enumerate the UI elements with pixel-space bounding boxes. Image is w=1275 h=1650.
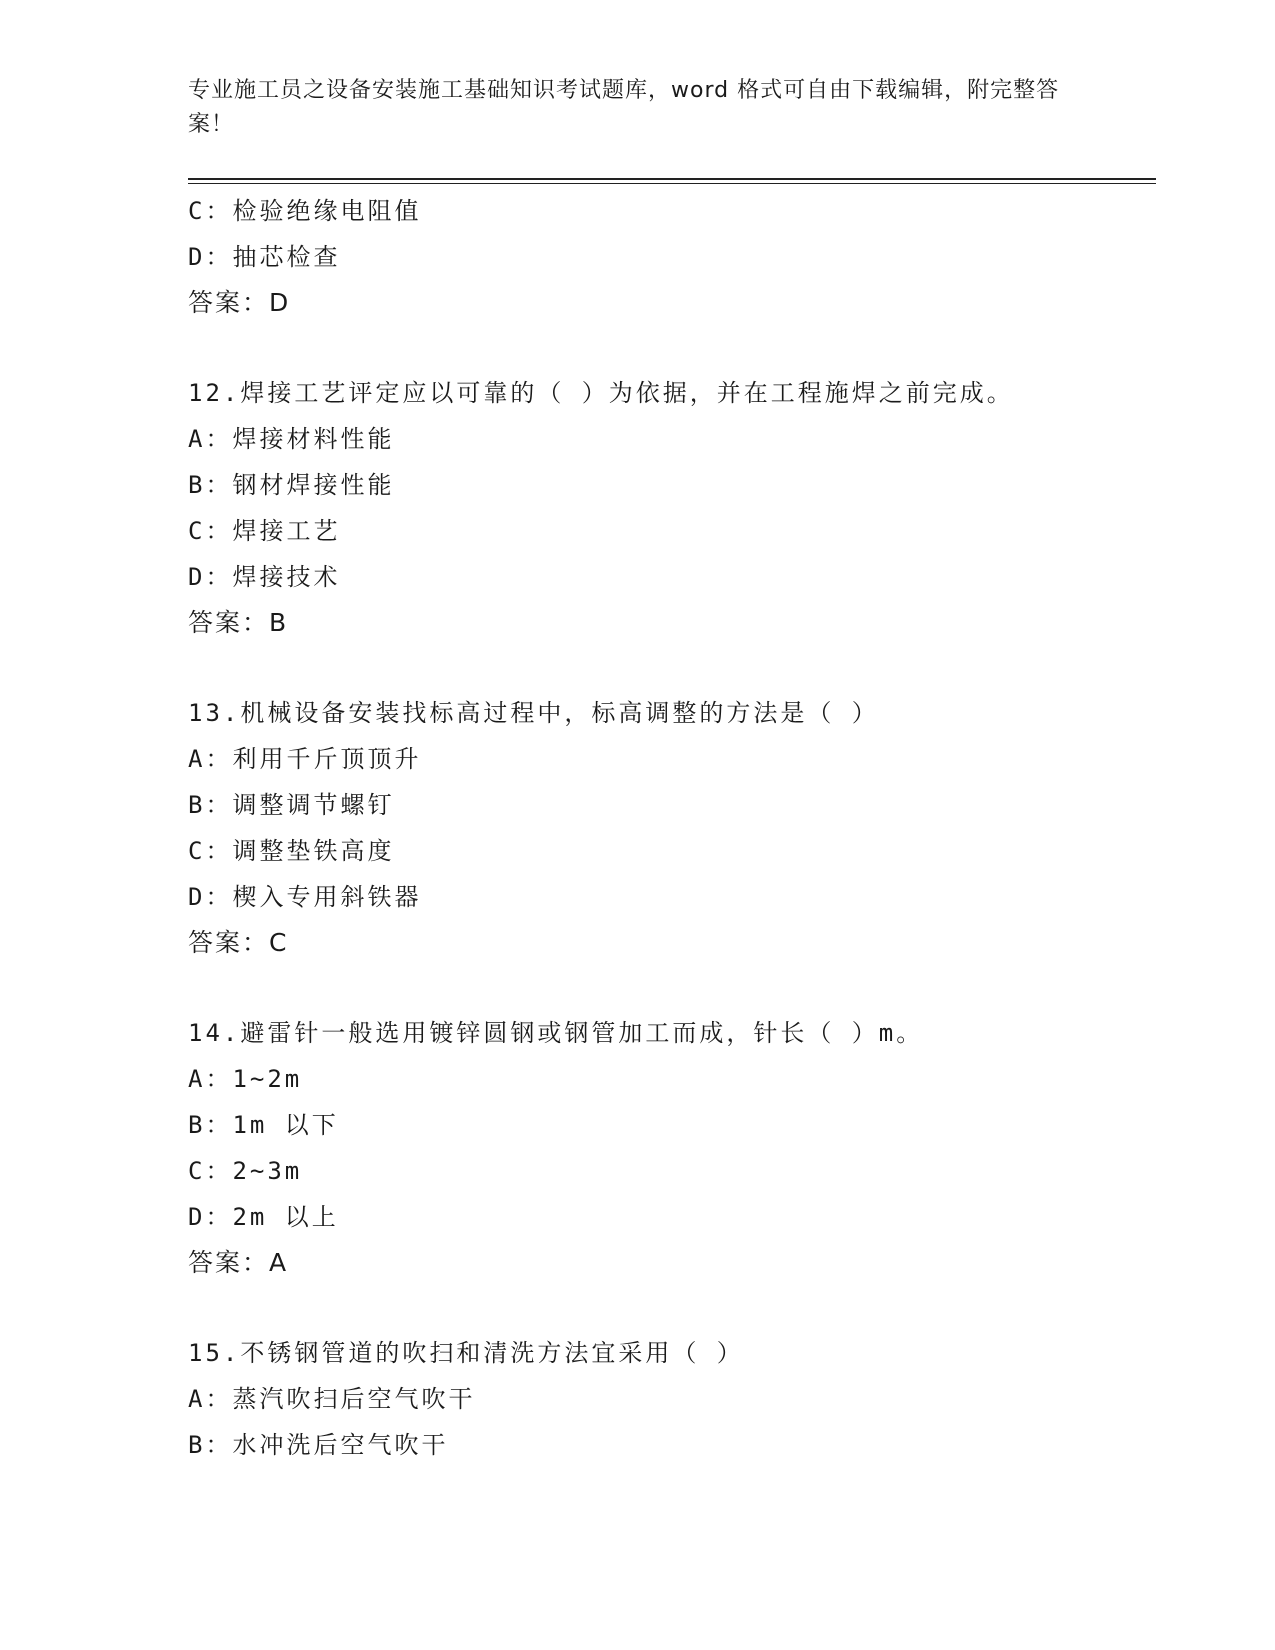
option-c: C：检验绝缘电阻值 bbox=[188, 197, 422, 225]
option-b: B：水冲洗后空气吹干 bbox=[188, 1431, 449, 1459]
question-stem: 15.不锈钢管道的吹扫和清洗方法宜采用（ ） bbox=[188, 1339, 744, 1367]
option-c: C：调整垫铁高度 bbox=[188, 837, 395, 865]
question-list bbox=[188, 188, 1148, 1468]
document-header bbox=[188, 74, 1088, 142]
document-title: 专业施工员之设备安装施工基础知识考试题库，word 格式可自由下载编辑，附完整答案！ bbox=[188, 78, 1060, 137]
question-15 bbox=[188, 1330, 1148, 1468]
question-12 bbox=[188, 370, 1148, 646]
option-a: A：焊接材料性能 bbox=[188, 425, 395, 453]
option-a: A：利用千斤顶顶升 bbox=[188, 745, 422, 773]
option-a: A：蒸汽吹扫后空气吹干 bbox=[188, 1385, 476, 1413]
spacer bbox=[188, 326, 1148, 370]
option-b: B：1m 以下 bbox=[188, 1111, 339, 1139]
spacer bbox=[188, 1286, 1148, 1330]
question-stem: 12.焊接工艺评定应以可靠的（ ）为依据，并在工程施焊之前完成。 bbox=[188, 379, 1014, 407]
option-c: C：2~3m bbox=[188, 1157, 303, 1185]
question-14 bbox=[188, 1010, 1148, 1286]
answer-line: 答案：C bbox=[188, 928, 289, 957]
answer-line: 答案：B bbox=[188, 608, 289, 637]
option-a: A：1~2m bbox=[188, 1065, 303, 1093]
question-13 bbox=[188, 690, 1148, 966]
answer-line: 答案：A bbox=[188, 1248, 289, 1277]
answer-line: 答案：D bbox=[188, 288, 291, 317]
question-stem: 14.避雷针一般选用镀锌圆钢或钢管加工而成，针长（ ）m。 bbox=[188, 1019, 924, 1047]
question-11-tail bbox=[188, 188, 1148, 326]
option-d: D：楔入专用斜铁器 bbox=[188, 883, 422, 911]
option-b: B：钢材焊接性能 bbox=[188, 471, 395, 499]
option-b: B：调整调节螺钉 bbox=[188, 791, 395, 819]
option-d: D：焊接技术 bbox=[188, 563, 341, 591]
option-d: D：2m 以上 bbox=[188, 1203, 339, 1231]
header-rule-top bbox=[188, 178, 1156, 180]
spacer bbox=[188, 966, 1148, 1010]
option-c: C：焊接工艺 bbox=[188, 517, 341, 545]
spacer bbox=[188, 646, 1148, 690]
header-rule-bottom bbox=[188, 183, 1156, 184]
option-d: D：抽芯检查 bbox=[188, 243, 341, 271]
question-stem: 13.机械设备安装找标高过程中，标高调整的方法是（ ） bbox=[188, 699, 879, 727]
